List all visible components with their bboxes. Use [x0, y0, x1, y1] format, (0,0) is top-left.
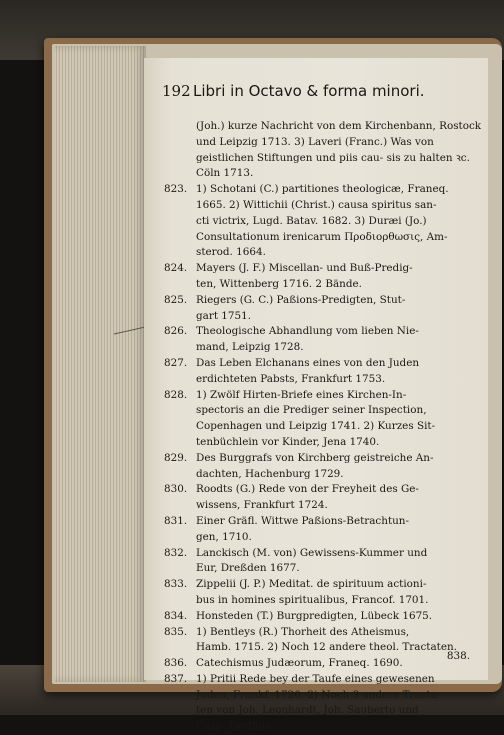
entry-text	[196, 356, 484, 388]
entry-line: Einer Gräfl. Wittwe Paßions-Betrachtun-	[196, 514, 410, 527]
entry-text	[196, 182, 484, 261]
entry-line: Copenhagen und Leipzig 1741. 2) Kurzes Sit-	[196, 420, 436, 433]
entry-line: erdichteten Pabsts, Frankfurt 1753.	[196, 372, 386, 385]
entry-line: dachten, Hachenburg 1729.	[196, 467, 344, 480]
continuation-line: (Joh.) kurze Nachricht von dem Kirchenbann,	[196, 120, 436, 132]
page-edges	[54, 46, 146, 682]
entry-line: Riegers (G. C.) Paßions-Predigten, Stut-	[196, 293, 406, 306]
entry-line: Theologische Abhandlung vom lieben Nie-	[196, 325, 419, 338]
entry-line: bus in homines spiritualibus, Francof. 1701.	[196, 593, 429, 606]
entry-line: Casp. Dreffels.	[196, 720, 274, 733]
catalog-entry	[164, 324, 484, 356]
continuation-line: sis zu halten ꝛc. Cöln 1713.	[196, 151, 470, 180]
entry-number: 836.	[164, 657, 188, 670]
entry-line: Consultationum irenicarum Προδιορθωσις, Am-	[196, 230, 448, 243]
entry-line: Eur, Dreßden 1677.	[196, 562, 300, 575]
entry-text	[196, 482, 484, 514]
entry-line: Das Leben Elchanans eines von den Juden	[196, 356, 420, 369]
catalog-entry	[164, 672, 484, 735]
entry-line: 1) Bentleys (R.) Thorheit des Atheismus,	[196, 625, 410, 638]
entry-number: 830.	[164, 483, 188, 496]
entry-line: gart 1751.	[196, 309, 252, 322]
entry-line: wissens, Frankfurt 1724.	[196, 499, 328, 512]
entry-number: 834.	[164, 609, 188, 622]
catalog-entry	[164, 609, 484, 625]
entry-number: 829.	[164, 451, 188, 464]
entry-line: mand, Leipzig 1728.	[196, 341, 304, 354]
entry-number: 825.	[164, 293, 188, 306]
entry-text	[196, 656, 484, 672]
entry-line: 1665. 2) Wittichii (Christ.) causa spiritus san-	[196, 198, 437, 211]
catalog-entry	[164, 514, 484, 546]
catalog-entry	[164, 656, 484, 672]
entry-line: gen, 1710.	[196, 530, 252, 543]
catalog-entry	[164, 451, 484, 483]
entry-line: Hamb. 1715. 2) Noch 12 andere theol. Tractaten.	[196, 641, 457, 654]
entry-text	[196, 261, 484, 293]
entry-line: ten, Wittenberg 1716. 2 Bände.	[196, 277, 362, 290]
entry-line: Zippelii (J. P.) Meditat. de spirituum actioni-	[196, 578, 427, 591]
entry-line: sterod. 1664.	[196, 246, 266, 259]
entry-text	[196, 514, 484, 546]
continuation-line: Rostock und Leipzig 1713. 3) Laveri (Franc.)	[196, 120, 482, 148]
entry-number: 831.	[164, 514, 188, 527]
entry-number: 826.	[164, 325, 188, 338]
entry-line: tenbüchlein vor Kinder, Jena 1740.	[196, 435, 380, 448]
page-header	[162, 82, 482, 106]
entry-number: 827.	[164, 356, 188, 369]
catalog-entry	[164, 356, 484, 388]
continuation-line: Was von geistlichen Stiftungen und piis cau-	[196, 135, 434, 164]
entry-number: 824.	[164, 262, 188, 275]
entry-number: 832.	[164, 546, 188, 559]
entry-number: 833.	[164, 578, 188, 591]
entry-text	[196, 609, 484, 625]
entry-number: 823.	[164, 183, 188, 196]
catalog-entry	[164, 261, 484, 293]
catalog-entry	[164, 625, 484, 657]
continuation-block	[164, 119, 484, 182]
entry-number: 835.	[164, 625, 188, 638]
entry-text	[196, 546, 484, 578]
entry-line: cti victrix, Lugd. Batav. 1682. 3) Duræi (Jo.)	[196, 214, 427, 227]
entry-text	[196, 324, 484, 356]
entry-number: 837.	[164, 672, 188, 685]
catalog-entry	[164, 182, 484, 261]
entry-line: Lanckisch (M. von) Gewissens-Kummer und	[196, 546, 428, 559]
entry-text	[196, 577, 484, 609]
entry-text	[196, 451, 484, 483]
book-page	[144, 58, 488, 733]
entry-line: Roodts (G.) Rede von der Freyheit des Ge-	[196, 483, 419, 496]
catalog-entry	[164, 388, 484, 451]
entry-line: Honsteden (T.) Burgpredigten, Lübeck 1675.	[196, 609, 433, 622]
entry-line: spectoris an die Prediger seiner Inspection,	[196, 404, 427, 417]
entry-line: Mayers (J. F.) Miscellan- und Buß-Predig-	[196, 262, 413, 275]
entry-line: Juden, Frankf. 1720. 2) Noch 3 andere Tracta-	[196, 688, 441, 701]
catchword: 838.	[446, 650, 470, 662]
catalog-entry	[164, 546, 484, 578]
catalog-entries	[164, 119, 484, 735]
entry-line: ten von Joh. Leonhardt, Joh. Sauberto und	[196, 704, 419, 717]
entry-text	[196, 388, 484, 451]
entry-line: 1) Schotani (C.) partitiones theologicæ, Franeq.	[196, 183, 449, 196]
entry-line: Catechismus Judæorum, Franeq. 1690.	[196, 657, 403, 670]
entry-line: Des Burggrafs von Kirchberg geistreiche An-	[196, 451, 434, 464]
running-title: Libri in Octavo & forma minori.	[193, 82, 425, 100]
entry-text	[196, 672, 484, 735]
catalog-entry	[164, 482, 484, 514]
entry-line: 1) Pritii Rede bey der Taufe eines gewesenen	[196, 672, 435, 685]
catalog-entry	[164, 577, 484, 609]
entry-text	[196, 293, 484, 325]
entry-number: 828.	[164, 388, 188, 401]
entry-line: 1) Zwölf Hirten-Briefe eines Kirchen-In-	[196, 388, 407, 401]
page-number: 192	[162, 82, 191, 100]
catalog-entry	[164, 293, 484, 325]
entry-text	[196, 625, 484, 657]
